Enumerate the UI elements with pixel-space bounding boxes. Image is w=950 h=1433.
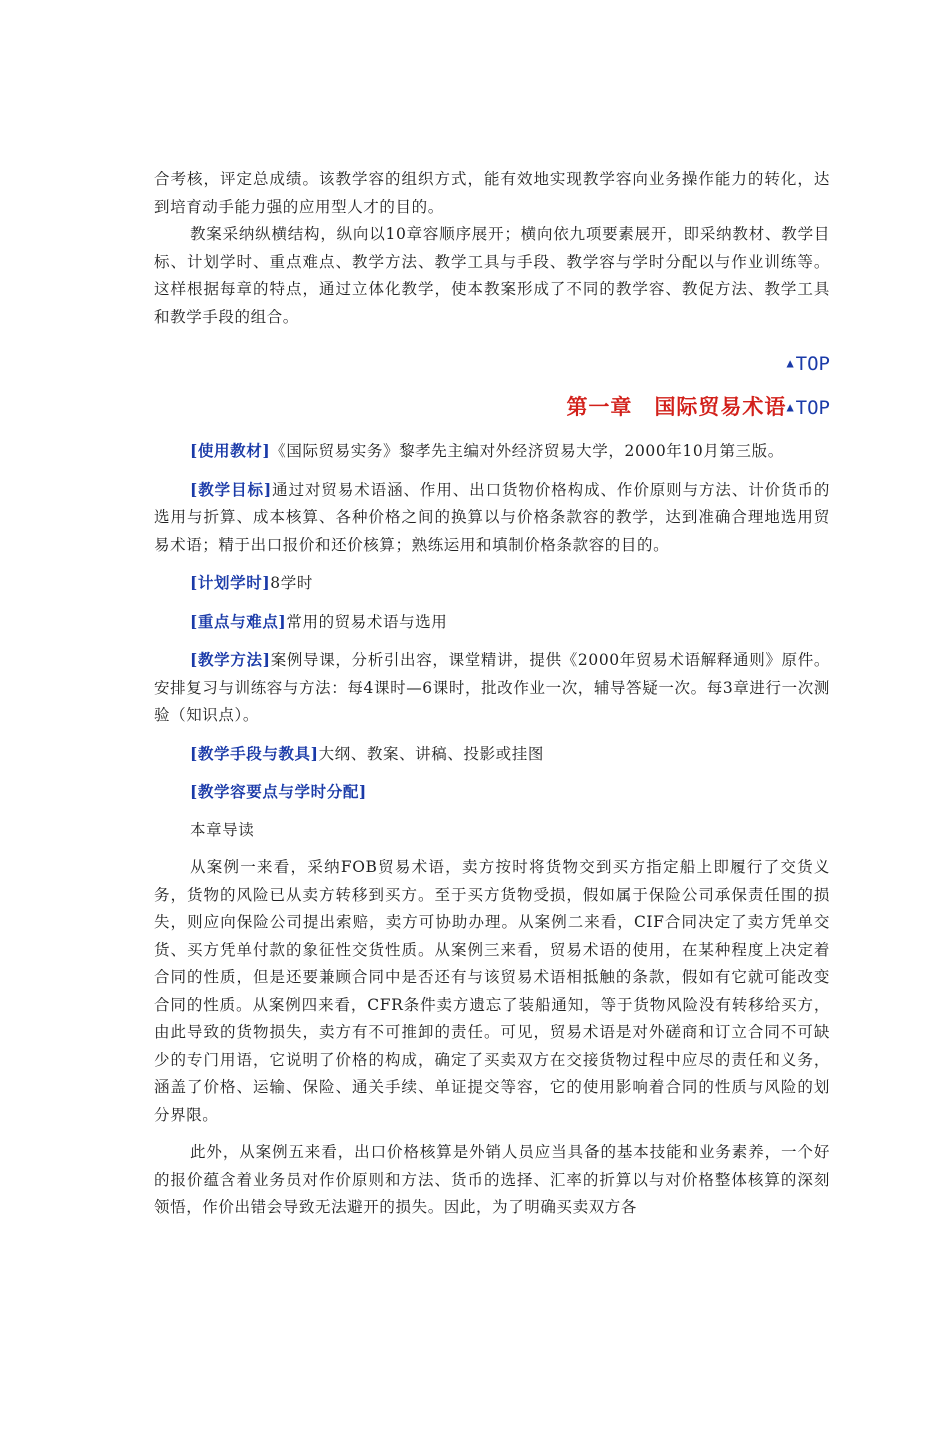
up-arrow-icon: ▲	[786, 356, 794, 370]
item-text: 大纲、教案、讲稿、投影或挂图	[318, 744, 544, 763]
section-heading: 本章导读	[190, 820, 255, 839]
chapter-top-link[interactable]: ▲ TOP	[786, 397, 830, 419]
item-text: 通过对贸易术语涵、作用、出口货物价格构成、作价原则与方法、计价货币的选用与折算、成本核算、各种价格之间的换算以与价格条款容的教学，达到准确合理地选用贸易术语；精于出口报价和还价核算；熟练运用和填制价格条款容的目的。	[154, 480, 830, 554]
intro-paragraph-1: 合考核，评定总成绩。该教学容的组织方式，能有效地实现教学容向业务操作能力的转化，达到培育动手能力强的应用型人才的目的。	[154, 170, 830, 216]
chapter-number: 第一章	[566, 394, 633, 419]
intro-paragraph-2: 教案采纳纵横结构，纵向以10章容顺序展开；横向依九项要素展开，即采纳教材、教学目标、计划学时、重点难点、教学方法、教学工具与手段、教学容与学时分配以与作业训练等。这样根据每章的特点，通过立体化教学，使本教案形成了不同的教学容、教促方法、教学工具和教学手段的组合。	[154, 225, 830, 326]
item-methods	[154, 646, 830, 730]
item-label: [重点与难点]	[190, 611, 287, 631]
item-label: [教学手段与教具]	[190, 743, 319, 763]
item-objectives	[154, 476, 830, 560]
top-link[interactable]: ▲ TOP	[786, 353, 830, 375]
item-content-allocation	[154, 778, 830, 807]
item-label: [使用教材]	[190, 441, 271, 460]
item-key-points	[154, 608, 830, 637]
item-label: [计划学时]	[190, 573, 271, 592]
document-page	[154, 166, 830, 1222]
item-hours	[154, 569, 830, 598]
item-text: 常用的贸易术语与选用	[286, 612, 448, 631]
up-arrow-icon: ▲	[786, 400, 794, 414]
item-text: 8学时	[270, 574, 313, 592]
item-label: [教学目标]	[190, 479, 272, 499]
item-text: 案例导课，分析引出容，课堂精讲，提供《2000年贸易术语解释通则》原件。安排复习与训练容与方法：每4课时—6课时，批改作业一次，辅导答疑一次。每3章进行一次测验（知识点）。	[154, 651, 830, 724]
item-textbook	[154, 437, 830, 466]
body-paragraph-1: 从案例一来看，采纳FOB贸易术语，卖方按时将货物交到买方指定船上即履行了交货义务，货物的风险已从卖方转移到买方。至于买方货物受损，假如属于保险公司承保责任围的损失，则应向保险公司提出索赔，卖方可协助办理。从案例二来看，CIF合同决定了卖方凭单交货、买方凭单付款的象征性交货性质。从案例三来看，贸易术语的使用，在某种程度上决定着合同的性质，但是还要兼顾合同中是否还有与该贸易术语相抵触的条款，假如有它就可能改变合同的性质。从案例四来看，CFR条件卖方遗忘了装船通知，等于货物风险没有转移给买方，由此导致的货物损失，卖方有不可推卸的责任。可见，贸易术语是对外磋商和订立合同不可缺少的专门用语，它说明了价格的构成，确定了买卖双方在交接货物过程中应尽的责任和义务，涵盖了价格、运输、保险、通关手续、单证提交等容，它的使用影响着合同的性质与风险的划分界限。	[154, 858, 830, 1124]
top-link-row	[154, 353, 830, 383]
chapter-heading	[154, 391, 830, 427]
item-text: 《国际贸易实务》黎孝先主编对外经济贸易大学，2000年10月第三版。	[270, 442, 784, 460]
chapter-name: 国际贸易术语	[654, 394, 787, 419]
chapter-title	[566, 394, 786, 419]
item-label: [教学方法]	[190, 650, 271, 669]
body-paragraph-2: 此外，从案例五来看，出口价格核算是外销人员应当具备的基本技能和业务素养，一个好的报价蕴含着业务员对作价原则和方法、货币的选择、汇率的折算以与对价格整体核算的深刻领悟，作价出错会导致无法避开的损失。因此，为了明确买卖双方各	[154, 1143, 830, 1216]
item-tools	[154, 740, 830, 769]
item-label: [教学容要点与学时分配]	[190, 782, 367, 801]
